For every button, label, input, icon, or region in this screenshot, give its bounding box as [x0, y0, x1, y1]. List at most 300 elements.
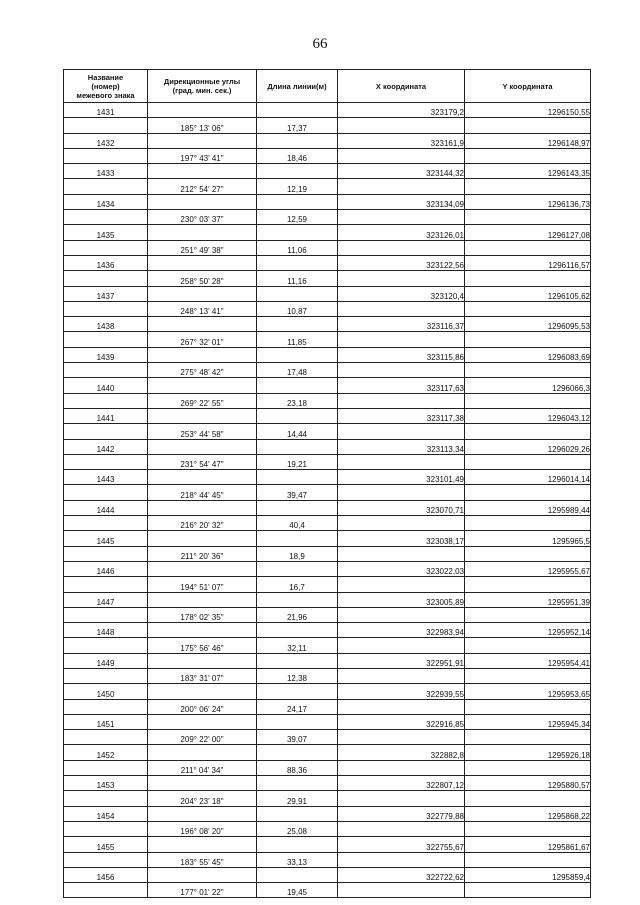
table-row-point	[64, 470, 591, 485]
header-point-name: Название (номер) межевого знака	[64, 70, 148, 103]
empty-cell	[64, 516, 148, 531]
empty-cell	[465, 516, 591, 531]
empty-cell	[148, 103, 257, 118]
header-y-coordinate: Y координата	[465, 70, 591, 103]
point-name: 1445	[64, 531, 148, 546]
empty-cell	[257, 776, 338, 791]
empty-cell	[465, 791, 591, 806]
empty-cell	[257, 439, 338, 454]
direction-angle: 251° 49' 38"	[148, 240, 257, 255]
empty-cell	[64, 821, 148, 836]
empty-cell	[338, 485, 465, 500]
table-row-segment	[64, 210, 591, 225]
x-coordinate: 323144,32	[338, 164, 465, 179]
x-coordinate: 323117,63	[338, 378, 465, 393]
empty-cell	[148, 592, 257, 607]
y-coordinate: 1295952,14	[465, 623, 591, 638]
table-row-point	[64, 164, 591, 179]
line-length: 16,7	[257, 577, 338, 592]
line-length: 23,18	[257, 393, 338, 408]
empty-cell	[257, 408, 338, 423]
empty-cell	[338, 546, 465, 561]
empty-cell	[338, 730, 465, 745]
table-row-point	[64, 776, 591, 791]
empty-cell	[64, 271, 148, 286]
empty-cell	[465, 577, 591, 592]
header-direction-angle: Дирекционные углы (град. мин. сек.)	[148, 70, 257, 103]
line-length: 19,45	[257, 883, 338, 898]
empty-cell	[465, 454, 591, 469]
empty-cell	[257, 470, 338, 485]
x-coordinate: 322939,55	[338, 684, 465, 699]
empty-cell	[64, 577, 148, 592]
empty-cell	[338, 883, 465, 898]
empty-cell	[257, 164, 338, 179]
y-coordinate: 1295926,18	[465, 745, 591, 760]
table-row-segment	[64, 638, 591, 653]
empty-cell	[64, 760, 148, 775]
empty-cell	[465, 301, 591, 316]
y-coordinate: 1296127,08	[465, 225, 591, 240]
empty-cell	[465, 883, 591, 898]
empty-cell	[257, 378, 338, 393]
empty-cell	[465, 546, 591, 561]
direction-angle: 204° 23' 18"	[148, 791, 257, 806]
y-coordinate: 1295965,5	[465, 531, 591, 546]
empty-cell	[338, 699, 465, 714]
y-coordinate: 1296095,53	[465, 317, 591, 332]
empty-cell	[465, 148, 591, 163]
empty-cell	[257, 806, 338, 821]
empty-cell	[64, 699, 148, 714]
x-coordinate: 323115,86	[338, 347, 465, 362]
empty-cell	[148, 317, 257, 332]
empty-cell	[338, 118, 465, 133]
empty-cell	[64, 118, 148, 133]
line-length: 29,91	[257, 791, 338, 806]
empty-cell	[465, 668, 591, 683]
point-name: 1439	[64, 347, 148, 362]
point-name: 1446	[64, 561, 148, 576]
empty-cell	[148, 714, 257, 729]
x-coordinate: 323134,09	[338, 194, 465, 209]
empty-cell	[148, 286, 257, 301]
empty-cell	[148, 439, 257, 454]
direction-angle: 216° 20' 32"	[148, 516, 257, 531]
x-coordinate: 323122,56	[338, 255, 465, 270]
point-name: 1436	[64, 255, 148, 270]
table-header-row	[64, 70, 591, 103]
empty-cell	[257, 286, 338, 301]
empty-cell	[338, 424, 465, 439]
empty-cell	[257, 531, 338, 546]
line-length: 12,59	[257, 210, 338, 225]
direction-angle: 200° 06' 24"	[148, 699, 257, 714]
empty-cell	[257, 714, 338, 729]
point-name: 1441	[64, 408, 148, 423]
empty-cell	[465, 760, 591, 775]
table-row-point	[64, 408, 591, 423]
table-row-point	[64, 745, 591, 760]
empty-cell	[64, 240, 148, 255]
table-row-point	[64, 500, 591, 515]
table-row-point	[64, 531, 591, 546]
empty-cell	[64, 607, 148, 622]
empty-cell	[338, 332, 465, 347]
empty-cell	[257, 684, 338, 699]
x-coordinate: 323120,4	[338, 286, 465, 301]
line-length: 11,85	[257, 332, 338, 347]
empty-cell	[148, 164, 257, 179]
empty-cell	[148, 470, 257, 485]
point-name: 1450	[64, 684, 148, 699]
x-coordinate: 323113,34	[338, 439, 465, 454]
x-coordinate: 322779,88	[338, 806, 465, 821]
line-length: 19,21	[257, 454, 338, 469]
direction-angle: 269° 22' 55"	[148, 393, 257, 408]
table-row-segment	[64, 332, 591, 347]
point-name: 1440	[64, 378, 148, 393]
point-name: 1433	[64, 164, 148, 179]
empty-cell	[257, 837, 338, 852]
point-name: 1438	[64, 317, 148, 332]
empty-cell	[257, 103, 338, 118]
empty-cell	[465, 852, 591, 867]
empty-cell	[465, 730, 591, 745]
empty-cell	[257, 592, 338, 607]
table-row-point	[64, 623, 591, 638]
direction-angle: 185° 13' 06"	[148, 118, 257, 133]
empty-cell	[257, 194, 338, 209]
table-row-segment	[64, 760, 591, 775]
empty-cell	[64, 485, 148, 500]
empty-cell	[338, 791, 465, 806]
line-length: 14,44	[257, 424, 338, 439]
table-row-segment	[64, 301, 591, 316]
table-row-segment	[64, 821, 591, 836]
line-length: 18,9	[257, 546, 338, 561]
table-row-segment	[64, 363, 591, 378]
x-coordinate: 323005,89	[338, 592, 465, 607]
empty-cell	[257, 255, 338, 270]
direction-angle: 175° 56' 46"	[148, 638, 257, 653]
table-row-segment	[64, 577, 591, 592]
y-coordinate: 1296083,69	[465, 347, 591, 362]
empty-cell	[465, 240, 591, 255]
line-length: 39,47	[257, 485, 338, 500]
line-length: 11,16	[257, 271, 338, 286]
x-coordinate: 323038,17	[338, 531, 465, 546]
table-row-segment	[64, 393, 591, 408]
empty-cell	[64, 393, 148, 408]
table-row-segment	[64, 240, 591, 255]
direction-angle: 253° 44' 58"	[148, 424, 257, 439]
empty-cell	[338, 240, 465, 255]
empty-cell	[465, 332, 591, 347]
empty-cell	[64, 454, 148, 469]
empty-cell	[338, 454, 465, 469]
empty-cell	[64, 668, 148, 683]
page-number: 66	[312, 36, 328, 52]
direction-angle: 267° 32' 01"	[148, 332, 257, 347]
empty-cell	[338, 852, 465, 867]
point-name: 1451	[64, 714, 148, 729]
table-row-point	[64, 561, 591, 576]
direction-angle: 212° 54' 27"	[148, 179, 257, 194]
line-length: 18,46	[257, 148, 338, 163]
y-coordinate: 1296066,3	[465, 378, 591, 393]
line-length: 17,37	[257, 118, 338, 133]
empty-cell	[148, 806, 257, 821]
empty-cell	[338, 821, 465, 836]
empty-cell	[338, 179, 465, 194]
x-coordinate: 322722,62	[338, 867, 465, 882]
empty-cell	[338, 393, 465, 408]
empty-cell	[465, 638, 591, 653]
y-coordinate: 1296014,14	[465, 470, 591, 485]
table-row-point	[64, 378, 591, 393]
table-row-point	[64, 806, 591, 821]
y-coordinate: 1295945,34	[465, 714, 591, 729]
x-coordinate: 322807,12	[338, 776, 465, 791]
table-row-point	[64, 194, 591, 209]
direction-angle: 248° 13' 41"	[148, 301, 257, 316]
empty-cell	[64, 883, 148, 898]
x-coordinate: 323117,38	[338, 408, 465, 423]
point-name: 1431	[64, 103, 148, 118]
table-row-point	[64, 225, 591, 240]
line-length: 12,19	[257, 179, 338, 194]
empty-cell	[64, 546, 148, 561]
line-length: 39,07	[257, 730, 338, 745]
empty-cell	[64, 210, 148, 225]
table-row-point	[64, 317, 591, 332]
y-coordinate: 1295861,67	[465, 837, 591, 852]
x-coordinate: 322882,8	[338, 745, 465, 760]
x-coordinate: 323101,49	[338, 470, 465, 485]
empty-cell	[64, 424, 148, 439]
table-row-segment	[64, 852, 591, 867]
empty-cell	[64, 852, 148, 867]
direction-angle: 211° 20' 36"	[148, 546, 257, 561]
table-row-point	[64, 103, 591, 118]
point-name: 1455	[64, 837, 148, 852]
table-row-point	[64, 592, 591, 607]
table-row-segment	[64, 699, 591, 714]
empty-cell	[338, 760, 465, 775]
x-coordinate: 323116,37	[338, 317, 465, 332]
x-coordinate: 323070,71	[338, 500, 465, 515]
empty-cell	[257, 500, 338, 515]
empty-cell	[148, 133, 257, 148]
direction-angle: 231° 54' 47"	[148, 454, 257, 469]
empty-cell	[148, 867, 257, 882]
table-row-segment	[64, 791, 591, 806]
table-row-point	[64, 653, 591, 668]
line-length: 40,4	[257, 516, 338, 531]
empty-cell	[338, 148, 465, 163]
point-name: 1437	[64, 286, 148, 301]
header-line-length: Длина линии(м)	[257, 70, 338, 103]
empty-cell	[257, 745, 338, 760]
table-row-segment	[64, 148, 591, 163]
line-length: 24,17	[257, 699, 338, 714]
point-name: 1432	[64, 133, 148, 148]
empty-cell	[338, 516, 465, 531]
x-coordinate: 322755,67	[338, 837, 465, 852]
direction-angle: 196° 08' 20"	[148, 821, 257, 836]
direction-angle: 258° 50' 28"	[148, 271, 257, 286]
empty-cell	[64, 363, 148, 378]
table-row-segment	[64, 179, 591, 194]
empty-cell	[338, 271, 465, 286]
x-coordinate: 322916,85	[338, 714, 465, 729]
direction-angle: 183° 55' 45"	[148, 852, 257, 867]
empty-cell	[64, 638, 148, 653]
point-name: 1454	[64, 806, 148, 821]
table-row-point	[64, 714, 591, 729]
empty-cell	[148, 378, 257, 393]
empty-cell	[148, 776, 257, 791]
empty-cell	[64, 179, 148, 194]
line-length: 25,08	[257, 821, 338, 836]
x-coordinate: 323179,2	[338, 103, 465, 118]
empty-cell	[148, 684, 257, 699]
line-length: 21,96	[257, 607, 338, 622]
table-row-point	[64, 255, 591, 270]
table-row-segment	[64, 424, 591, 439]
table-row-point	[64, 867, 591, 882]
empty-cell	[148, 623, 257, 638]
empty-cell	[257, 347, 338, 362]
table-row-segment	[64, 516, 591, 531]
line-length: 88,36	[257, 760, 338, 775]
empty-cell	[257, 867, 338, 882]
table-row-point	[64, 684, 591, 699]
empty-cell	[148, 255, 257, 270]
line-length: 32,11	[257, 638, 338, 653]
empty-cell	[465, 485, 591, 500]
line-length: 11,06	[257, 240, 338, 255]
table-row-point	[64, 347, 591, 362]
y-coordinate: 1296148,97	[465, 133, 591, 148]
empty-cell	[257, 133, 338, 148]
empty-cell	[465, 607, 591, 622]
empty-cell	[257, 317, 338, 332]
empty-cell	[465, 424, 591, 439]
empty-cell	[148, 531, 257, 546]
empty-cell	[148, 194, 257, 209]
direction-angle: 183° 31' 07"	[148, 668, 257, 683]
point-name: 1443	[64, 470, 148, 485]
table-row-segment	[64, 546, 591, 561]
y-coordinate: 1295954,41	[465, 653, 591, 668]
empty-cell	[148, 500, 257, 515]
y-coordinate: 1295880,57	[465, 776, 591, 791]
empty-cell	[64, 791, 148, 806]
line-length: 12,38	[257, 668, 338, 683]
empty-cell	[465, 821, 591, 836]
empty-cell	[338, 607, 465, 622]
empty-cell	[148, 408, 257, 423]
empty-cell	[465, 699, 591, 714]
y-coordinate: 1296143,35	[465, 164, 591, 179]
point-name: 1444	[64, 500, 148, 515]
line-length: 17,48	[257, 363, 338, 378]
table-row-segment	[64, 454, 591, 469]
boundary-coordinates-table	[63, 69, 591, 898]
y-coordinate: 1296043,12	[465, 408, 591, 423]
table-row-segment	[64, 883, 591, 898]
empty-cell	[338, 210, 465, 225]
y-coordinate: 1295951,39	[465, 592, 591, 607]
point-name: 1447	[64, 592, 148, 607]
empty-cell	[338, 638, 465, 653]
point-name: 1456	[64, 867, 148, 882]
direction-angle: 209° 22' 00"	[148, 730, 257, 745]
y-coordinate: 1296116,57	[465, 255, 591, 270]
y-coordinate: 1296029,26	[465, 439, 591, 454]
direction-angle: 218° 44' 45"	[148, 485, 257, 500]
table-row-point	[64, 837, 591, 852]
empty-cell	[257, 561, 338, 576]
empty-cell	[465, 179, 591, 194]
header-x-coordinate: X координата	[338, 70, 465, 103]
x-coordinate: 322951,91	[338, 653, 465, 668]
direction-angle: 177° 01' 22"	[148, 883, 257, 898]
x-coordinate: 323126,01	[338, 225, 465, 240]
point-name: 1452	[64, 745, 148, 760]
empty-cell	[338, 363, 465, 378]
direction-angle: 178° 02' 35"	[148, 607, 257, 622]
empty-cell	[64, 332, 148, 347]
table-row-segment	[64, 730, 591, 745]
direction-angle: 194° 51' 07"	[148, 577, 257, 592]
direction-angle: 230° 03' 37"	[148, 210, 257, 225]
x-coordinate: 323022,03	[338, 561, 465, 576]
point-name: 1449	[64, 653, 148, 668]
empty-cell	[64, 148, 148, 163]
table-row-segment	[64, 271, 591, 286]
empty-cell	[64, 730, 148, 745]
point-name: 1453	[64, 776, 148, 791]
empty-cell	[465, 393, 591, 408]
line-length: 33,13	[257, 852, 338, 867]
y-coordinate: 1296105,62	[465, 286, 591, 301]
point-name: 1442	[64, 439, 148, 454]
point-name: 1435	[64, 225, 148, 240]
table-row-point	[64, 439, 591, 454]
empty-cell	[465, 271, 591, 286]
y-coordinate: 1295868,22	[465, 806, 591, 821]
empty-cell	[148, 837, 257, 852]
empty-cell	[148, 347, 257, 362]
table-row-segment	[64, 607, 591, 622]
empty-cell	[148, 225, 257, 240]
line-length: 10,87	[257, 301, 338, 316]
empty-cell	[338, 668, 465, 683]
table-row-point	[64, 133, 591, 148]
direction-angle: 275° 48' 42"	[148, 363, 257, 378]
y-coordinate: 1295989,44	[465, 500, 591, 515]
empty-cell	[465, 210, 591, 225]
empty-cell	[64, 301, 148, 316]
empty-cell	[338, 301, 465, 316]
direction-angle: 211° 04' 34"	[148, 760, 257, 775]
table-row-segment	[64, 668, 591, 683]
y-coordinate: 1295953,65	[465, 684, 591, 699]
x-coordinate: 322983,94	[338, 623, 465, 638]
